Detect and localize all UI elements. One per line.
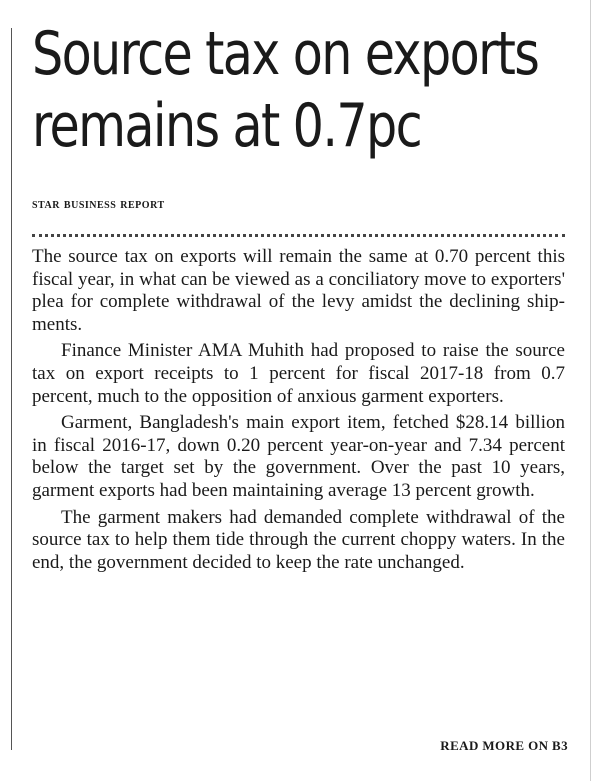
paragraph-1: The source tax on exports will remain the same at 0.70 percent this fiscal year, in what can be viewed as a conciliatory move to exporters' plea for complete withdrawal of the levy amidst the declining shipments. (32, 246, 565, 335)
headline-line-1: Source tax on exports (32, 19, 539, 89)
paragraph-3: Garment, Bangladesh's main export item, fetched $28.14 billion in fiscal 2016-17, down 0.20 percent year-on-year and 7.34 percent below the target set by the government. Over the past 10 years, garment exports had been maintaining average 13 percent growth. (32, 412, 565, 501)
headline (32, 18, 539, 162)
paragraph-2: Finance Minister AMA Muhith had proposed to raise the source tax on export receipts to 1 percent for fiscal 2017-18 from 0.7 percent, much to the opposition of anxious garment exporters. (32, 340, 565, 407)
paragraph-4: The garment makers had demanded complete withdrawal of the source tax to help them tide through the current choppy waters. In the end, the government decided to keep the rate unchanged. (32, 506, 565, 573)
article-body (32, 246, 565, 578)
page-edge (590, 0, 591, 781)
column-rule (11, 28, 12, 750)
headline-line-2: remains at 0.7pc (32, 91, 421, 161)
dotted-divider (32, 234, 565, 237)
read-more-link[interactable]: READ MORE ON B3 (440, 738, 568, 753)
byline: star business report (32, 197, 165, 212)
